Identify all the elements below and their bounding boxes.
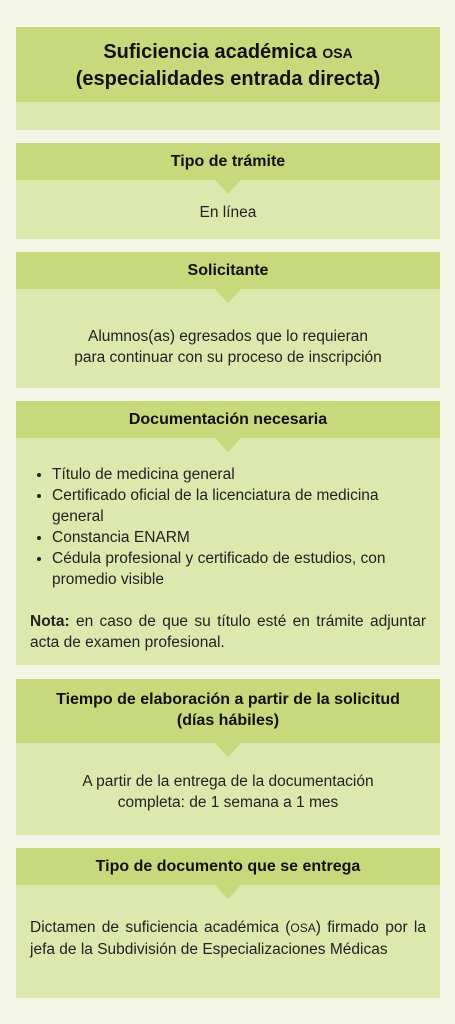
title-line1: Suficiencia académica [103,41,317,63]
page-title [16,27,440,102]
section-body [16,438,440,665]
section-documentacion [16,401,440,665]
title-spacer [16,102,440,130]
text-suffix: ) firmado por la jefa de la Subdivisión de Especializaciones Médicas [30,919,426,958]
section-heading-line1: Tiempo de elaboración a partir de la solicitud [56,691,400,708]
text-prefix: Dictamen de suficiencia académica ( [30,919,291,936]
list-item: • Título de medicina general [52,464,426,485]
notch-arrow-icon [215,743,241,757]
section-heading: Tipo de documento que se entrega [16,848,440,885]
list-item: • Constancia ENARM [52,527,426,548]
section-text-line1: A partir de la entrega de la documentación [82,773,374,790]
section-tipo-tramite [16,143,440,239]
note-text: en caso de que su título esté en trámite adjuntar acta de examen profesional. [30,613,426,651]
section-body [16,180,440,239]
list-item: • Cédula profesional y certificado de estudios, con promedio visible [52,548,426,590]
notch-arrow-icon [215,180,241,194]
section-text-line1: Alumnos(as) egresados que lo requieran [87,328,369,345]
note-label: Nota: [30,613,70,630]
section-tiempo [16,679,440,835]
section-body [16,289,440,388]
document-list [30,464,426,590]
notch-arrow-icon [215,289,241,303]
section-solicitante [16,252,440,388]
list-item: • Certificado oficial de la licenciatura de medicina general [52,485,426,527]
title-line2: (especialidades entrada directa) [75,68,381,90]
section-text [30,917,426,960]
text-abbr: OSA [290,921,316,935]
section-text-line2: completa: de 1 semana a 1 mes [117,794,339,811]
section-tipo-documento [16,848,440,998]
title-abbr: OSA [322,45,353,61]
notch-arrow-icon [215,438,241,452]
notch-arrow-icon [215,885,241,899]
section-text: En línea [199,204,257,221]
section-heading: Solicitante [16,252,440,289]
section-text-line2: para continuar con su proceso de inscripción [74,349,382,366]
section-body [16,743,440,835]
title-block [16,27,440,130]
section-heading [16,679,440,743]
section-heading: Tipo de trámite [16,143,440,180]
section-heading-line2: (días hábiles) [176,712,280,729]
section-heading: Documentación necesaria [16,401,440,438]
note [30,611,426,653]
section-body [16,885,440,998]
